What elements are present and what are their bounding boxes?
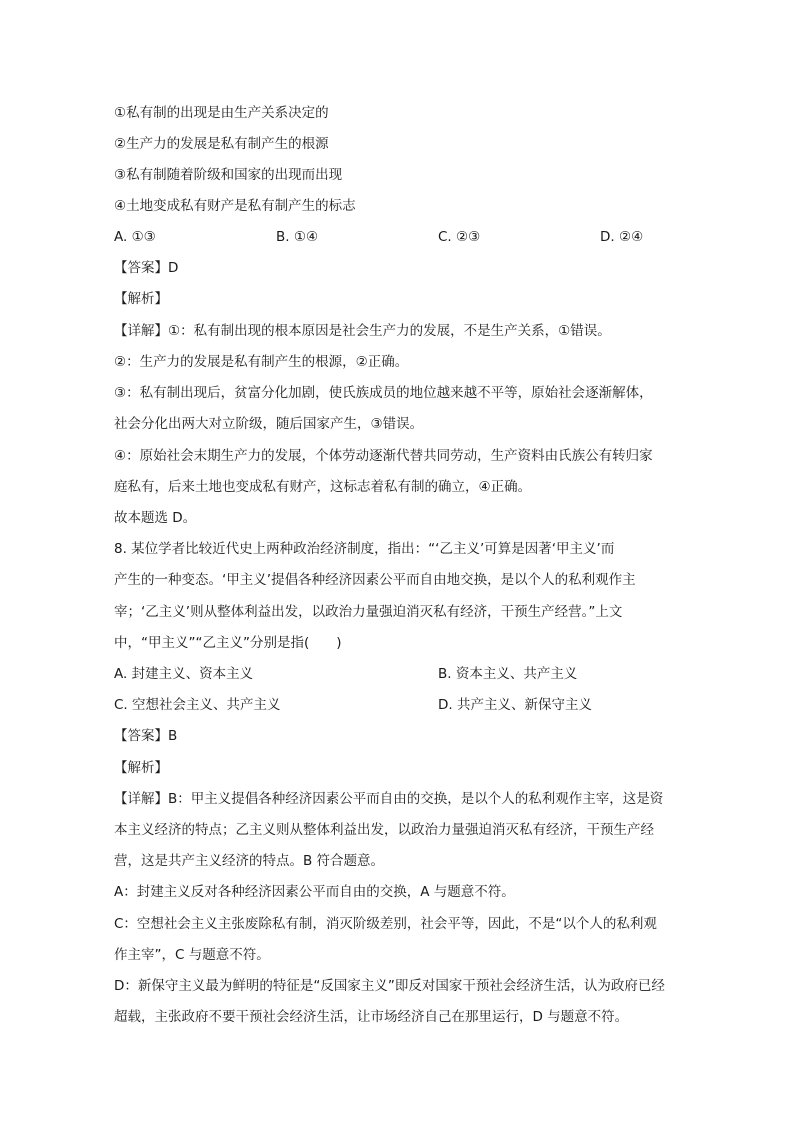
option-c: C. ②③ xyxy=(438,229,481,245)
option-a: A. 封建主义、资本主义 xyxy=(114,666,254,682)
answer-label: 【答案】 xyxy=(114,260,168,276)
detail-line: ②：生产力的发展是私有制产生的根源，②正确。 xyxy=(114,354,409,370)
question-stem: 产生的一种变态。‘甲主义’提倡各种经济因素公平而自由地交换，是以个人的私利观作主 xyxy=(114,572,636,588)
question-stem: 宰；‘乙主义’则从整体利益出发，以政治力量强迫消灭私有经济，干预生产经营。”上文 xyxy=(114,604,623,620)
statement-2: ②生产力的发展是私有制产生的根源 xyxy=(114,136,329,152)
detail-line: 作主宰”，C 与题意不符。 xyxy=(114,947,270,963)
detail-line: ③：私有制出现后，贫富分化加剧，使氏族成员的地位越来越不平等，原始社会逐渐解体， xyxy=(114,385,653,401)
detail-line: 社会分化出两大对立阶级，随后国家产生，③错误。 xyxy=(114,416,424,432)
analysis-label: 【解析】 xyxy=(114,291,168,307)
option-d: D. ②④ xyxy=(600,229,644,245)
question-stem: 8. 某位学者比较近代史上两种政治经济制度，指出：“‘乙主义’可算是因著‘甲主义’而 xyxy=(114,541,615,557)
statement-3: ③私有制随着阶级和国家的出现而出现 xyxy=(114,167,343,183)
detail-text: B：甲主义提倡各种经济因素公平而自由的交换，是以个人的私利观作主宰，这是资 xyxy=(168,791,664,807)
detail-text: ①：私有制出现的根本原因是社会生产力的发展，不是生产关系，①错误。 xyxy=(168,323,611,339)
answer-value: D xyxy=(168,260,179,276)
statement-1: ①私有制的出现是由生产关系决定的 xyxy=(114,105,329,121)
answer-label: 【答案】 xyxy=(114,728,168,744)
option-b: B. ①④ xyxy=(276,229,319,245)
detail-line: D：新保守主义最为鲜明的特征是“反国家主义”即反对国家干预社会经济生活，认为政府已经 xyxy=(114,978,665,994)
detail-line: 超载，主张政府不要干预社会经济生活，让市场经济自己在那里运行，D 与题意不符。 xyxy=(114,1009,629,1025)
detail-label: 【详解】 xyxy=(114,791,168,807)
detail-line xyxy=(114,321,611,341)
detail-line: 营，这是共产主义经济的特点。B 符合题意。 xyxy=(114,853,385,869)
option-c: C. 空想社会主义、共产主义 xyxy=(114,697,281,713)
detail-label: 【详解】 xyxy=(114,323,168,339)
option-a: A. ①③ xyxy=(114,229,156,245)
detail-line: 庭私有，后来土地也变成私有财产，这标志着私有制的确立，④正确。 xyxy=(114,479,532,495)
answer-line xyxy=(114,258,178,278)
option-b: B. 资本主义、共产主义 xyxy=(438,666,578,682)
detail-line: 本主义经济的特点；乙主义则从整体利益出发，以政治力量强迫消灭私有经济，干预生产经 xyxy=(114,822,654,838)
answer-value: B xyxy=(168,728,178,744)
question-stem: 中，“甲主义”“乙主义”分别是指( ) xyxy=(114,635,342,651)
analysis-label: 【解析】 xyxy=(114,760,168,776)
detail-line: A：封建主义反对各种经济因素公平而自由的交换，A 与题意不符。 xyxy=(114,884,515,900)
detail-line: ④：原始社会末期生产力的发展，个体劳动逐渐代替共同劳动，生产资料由氏族公有转归家 xyxy=(114,448,653,464)
statement-4: ④土地变成私有财产是私有制产生的标志 xyxy=(114,198,356,214)
answer-line xyxy=(114,726,177,746)
detail-line xyxy=(114,789,663,809)
detail-line: C：空想社会主义主张废除私有制，消灭阶级差别，社会平等，因此，不是“以个人的私利观 xyxy=(114,916,657,932)
option-d: D. 共产主义、新保守主义 xyxy=(438,697,592,713)
conclusion-line: 故本题选 D。 xyxy=(114,510,197,526)
